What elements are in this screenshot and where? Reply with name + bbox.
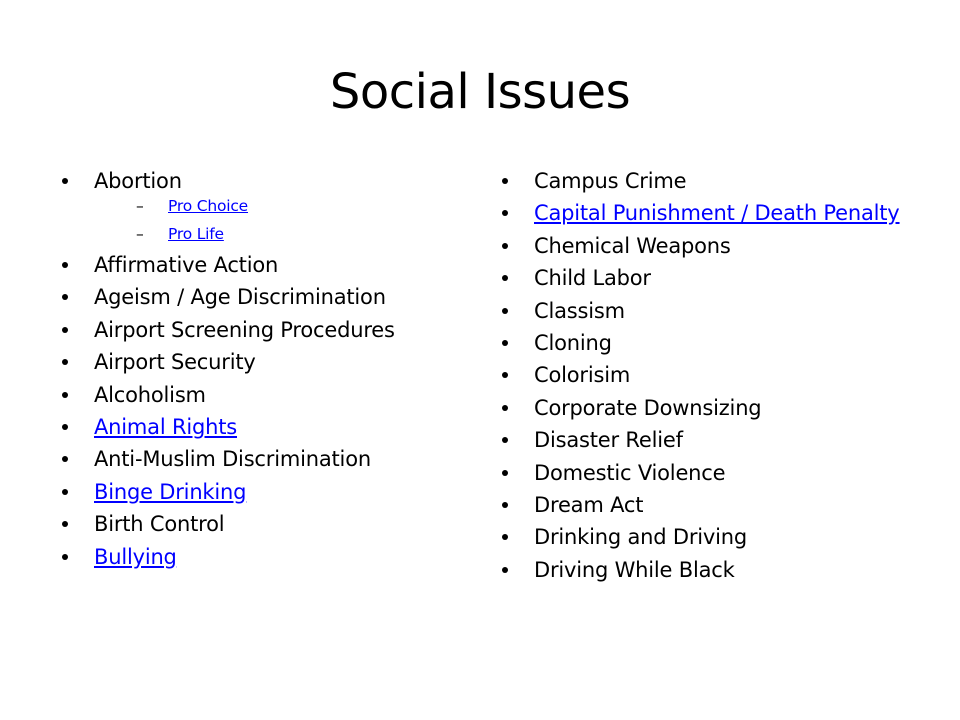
bullet-icon — [62, 392, 68, 398]
list-item — [502, 265, 922, 291]
slide-title: Social Issues — [329, 64, 631, 120]
item-label: Disaster Relief — [534, 428, 683, 453]
item-label: Affirmative Action — [94, 253, 279, 277]
list-item — [502, 298, 922, 324]
list-item — [502, 427, 922, 453]
bullet-icon — [502, 502, 508, 508]
bullet-icon — [62, 521, 68, 527]
item-label: Corporate Downsizing — [534, 395, 762, 420]
list-item — [62, 284, 482, 310]
capital-punishment-link[interactable]: Capital Punishment / Death Penalty — [534, 201, 900, 226]
item-label: Abortion — [94, 169, 182, 193]
bullet-icon — [62, 554, 68, 560]
bullet-icon — [62, 178, 68, 184]
left-column — [62, 168, 482, 576]
list-item — [62, 479, 482, 505]
item-label: Child Labor — [534, 266, 651, 291]
item-label: Airport Screening Procedures — [94, 317, 395, 342]
dash-icon: – — [136, 197, 144, 215]
item-label: Ageism / Age Discrimination — [94, 285, 386, 310]
item-label: Campus Crime — [534, 169, 687, 193]
bullet-icon — [502, 308, 508, 314]
list-item-abortion — [62, 168, 482, 245]
item-label: Anti-Muslim Discrimination — [94, 447, 371, 472]
abortion-sub-list — [94, 196, 482, 245]
list-item — [62, 252, 482, 278]
sub-item-pro-choice — [94, 196, 482, 217]
list-item — [502, 524, 922, 550]
bullet-icon — [502, 275, 508, 281]
bullet-icon — [502, 372, 508, 378]
list-item — [62, 511, 482, 537]
item-label: Alcoholism — [94, 382, 206, 407]
item-label: Airport Security — [94, 350, 256, 375]
list-item — [502, 233, 922, 259]
right-bullet-list — [502, 168, 922, 583]
bullet-icon — [62, 262, 68, 268]
list-item — [62, 382, 482, 408]
bullet-icon — [62, 424, 68, 430]
pro-choice-link[interactable]: Pro Choice — [168, 197, 249, 215]
sub-item-pro-life — [94, 224, 482, 245]
item-label: Chemical Weapons — [534, 233, 731, 258]
right-column — [502, 168, 922, 589]
item-label: Colorisim — [534, 363, 631, 388]
list-item — [62, 317, 482, 343]
list-item — [502, 200, 922, 226]
bullet-icon — [502, 243, 508, 249]
bullet-icon — [62, 456, 68, 462]
list-item — [502, 492, 922, 518]
list-item — [62, 544, 482, 570]
item-label: Domestic Violence — [534, 460, 726, 485]
list-item — [502, 395, 922, 421]
item-label: Dream Act — [534, 492, 644, 517]
bullet-icon — [502, 437, 508, 443]
list-item — [502, 557, 922, 583]
bullet-icon — [502, 210, 508, 216]
bullet-icon — [502, 567, 508, 573]
list-item — [502, 168, 922, 194]
bullying-link[interactable]: Bullying — [94, 544, 177, 569]
list-item — [502, 460, 922, 486]
list-item — [62, 446, 482, 472]
bullet-icon — [502, 178, 508, 184]
item-label: Cloning — [534, 330, 612, 355]
dash-icon: – — [136, 225, 144, 243]
item-label: Birth Control — [94, 512, 225, 537]
bullet-icon — [62, 359, 68, 365]
bullet-icon — [62, 327, 68, 333]
bullet-icon — [502, 470, 508, 476]
item-label: Classism — [534, 298, 625, 323]
bullet-icon — [62, 294, 68, 300]
binge-drinking-link[interactable]: Binge Drinking — [94, 479, 247, 504]
pro-life-link[interactable]: Pro Life — [168, 225, 224, 243]
list-item — [502, 362, 922, 388]
bullet-icon — [62, 489, 68, 495]
list-item — [502, 330, 922, 356]
list-item — [62, 349, 482, 375]
bullet-icon — [502, 534, 508, 540]
bullet-icon — [502, 340, 508, 346]
left-bullet-list — [62, 168, 482, 570]
animal-rights-link[interactable]: Animal Rights — [94, 414, 237, 439]
list-item — [62, 414, 482, 440]
item-label: Driving While Black — [534, 557, 735, 582]
item-label: Drinking and Driving — [534, 525, 747, 550]
bullet-icon — [502, 405, 508, 411]
